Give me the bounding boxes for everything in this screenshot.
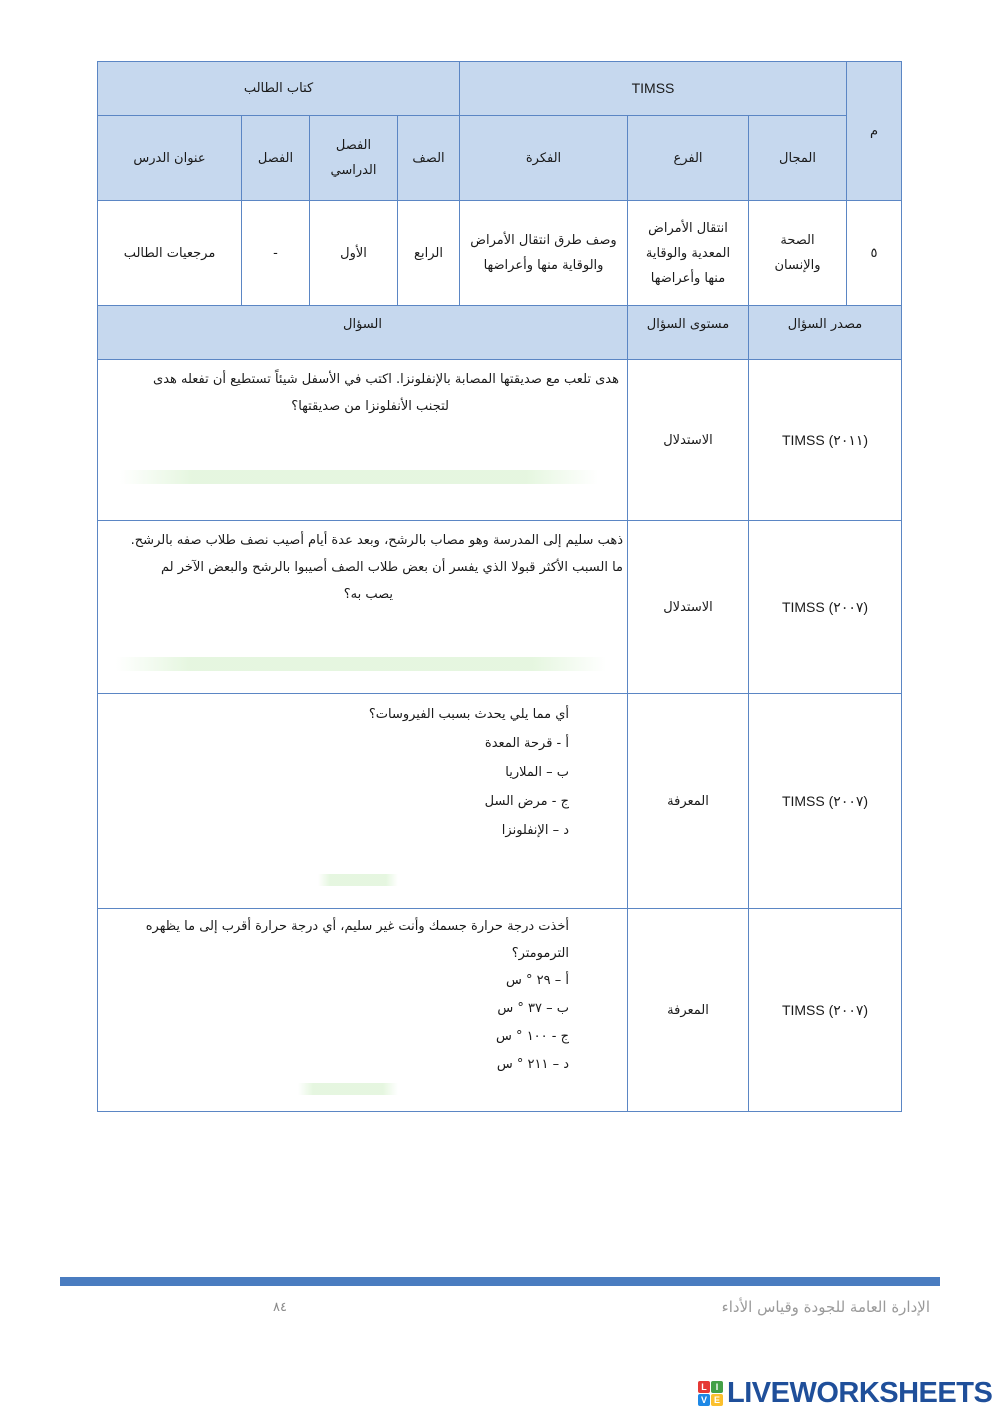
header-question-source: مصدر السؤال <box>749 306 902 360</box>
header-branch: الفرع <box>628 116 749 201</box>
info-domain: الصحة والإنسان <box>749 201 847 306</box>
question-row <box>98 694 902 909</box>
question-text <box>98 909 627 967</box>
question-level: الاستدلال <box>628 521 749 694</box>
header-question-level: مستوى السؤال <box>628 306 749 360</box>
question-level: المعرفة <box>628 694 749 909</box>
question-level: الاستدلال <box>628 360 749 521</box>
organization-name: الإدارة العامة للجودة وقياس الأداء <box>721 1298 930 1316</box>
footer-bar <box>60 1277 940 1286</box>
info-grade: الرابع <box>398 201 460 306</box>
info-lesson-title: مرجعيات الطالب <box>98 201 242 306</box>
header-question: السؤال <box>98 306 628 360</box>
question-source: TIMSS (٢٠٠٧) <box>749 909 902 1112</box>
option-c: ج - مرض السل <box>484 794 569 809</box>
question-text <box>98 360 627 420</box>
answer-field[interactable] <box>298 1083 398 1095</box>
question-line: لتجنب الأنفلونزا من صديقتها؟ <box>291 399 449 414</box>
header-student-book: كتاب الطالب <box>98 62 460 116</box>
header-domain: المجال <box>749 116 847 201</box>
header-chapter: الفصل <box>242 116 310 201</box>
option-a: أ - قرحة المعدة <box>484 736 569 751</box>
question-line: ما السبب الأكثر قبولا الذي يفسر أن بعض طلاب الصف أصيبوا بالرشح والبعض الآخر لم <box>160 560 623 575</box>
question-cell <box>98 521 628 694</box>
answer-field[interactable] <box>318 874 398 886</box>
logo-cube: L <box>698 1381 710 1393</box>
answer-field[interactable] <box>120 470 598 484</box>
question-level: المعرفة <box>628 909 749 1112</box>
question-source: TIMSS (٢٠٠٧) <box>749 694 902 909</box>
question-cell <box>98 694 628 909</box>
question-row <box>98 360 902 521</box>
logo-cubes-icon <box>698 1381 723 1406</box>
question-source: TIMSS (٢٠٠٧) <box>749 521 902 694</box>
info-number: ٥ <box>847 201 902 306</box>
info-branch: انتقال الأمراض المعدية والوقاية منها وأعراضها <box>628 201 749 306</box>
question-header-row <box>98 306 902 360</box>
options-list <box>98 967 627 1079</box>
header-row-2 <box>98 116 902 201</box>
question-row <box>98 521 902 694</box>
info-semester: الأول <box>310 201 398 306</box>
question-line: الترمومتر؟ <box>511 946 569 961</box>
question-text <box>98 521 627 608</box>
logo-cube: I <box>711 1381 723 1393</box>
info-row <box>98 201 902 306</box>
logo-text: LIVEWORKSHEETS <box>727 1376 993 1409</box>
header-row-1 <box>98 62 902 116</box>
question-text <box>98 694 627 845</box>
question-prompt: أي مما يلي يحدث بسبب الفيروسات؟ <box>368 707 569 722</box>
question-line: ذهب سليم إلى المدرسة وهو مصاب بالرشح، وبعد عدة أيام أصيب نصف طلاب صفه بالرشح. <box>130 533 623 548</box>
question-cell <box>98 360 628 521</box>
info-chapter: - <box>242 201 310 306</box>
question-cell <box>98 909 628 1112</box>
question-line: يصب به؟ <box>343 587 393 602</box>
option-b: ب – ٣٧ ° س <box>497 1001 569 1016</box>
question-row <box>98 909 902 1112</box>
header-idea: الفكرة <box>460 116 628 201</box>
option-c: ج - ١٠٠ ° س <box>496 1029 569 1044</box>
header-grade: الصف <box>398 116 460 201</box>
answer-field[interactable] <box>116 657 606 671</box>
info-idea: وصف طرق انتقال الأمراض والوقاية منها وأعراضها <box>460 201 628 306</box>
option-d: د – الإنفلونزا <box>501 823 569 838</box>
logo-cube: V <box>698 1394 710 1406</box>
curriculum-table <box>97 61 902 1112</box>
question-line: أخذت درجة حرارة جسمك وأنت غير سليم، أي درجة حرارة أقرب إلى ما يظهره <box>145 919 569 934</box>
header-number: م <box>847 62 902 201</box>
question-source: TIMSS (٢٠١١) <box>749 360 902 521</box>
option-a: أ – ٢٩ ° س <box>506 973 569 988</box>
page-number: ٨٤ <box>273 1300 287 1315</box>
header-semester: الفصل الدراسي <box>310 116 398 201</box>
option-b: ب – الملاريا <box>505 765 569 780</box>
liveworksheets-logo[interactable] <box>698 1378 992 1408</box>
question-line: هدى تلعب مع صديقتها المصابة بالإنفلونزا. اكتب في الأسفل شيئاً تستطيع أن تفعله هدى <box>153 372 619 387</box>
header-lesson-title: عنوان الدرس <box>98 116 242 201</box>
header-timss: TIMSS <box>460 62 847 116</box>
option-d: د – ٢١١ ° س <box>496 1057 569 1072</box>
logo-cube: E <box>711 1394 723 1406</box>
